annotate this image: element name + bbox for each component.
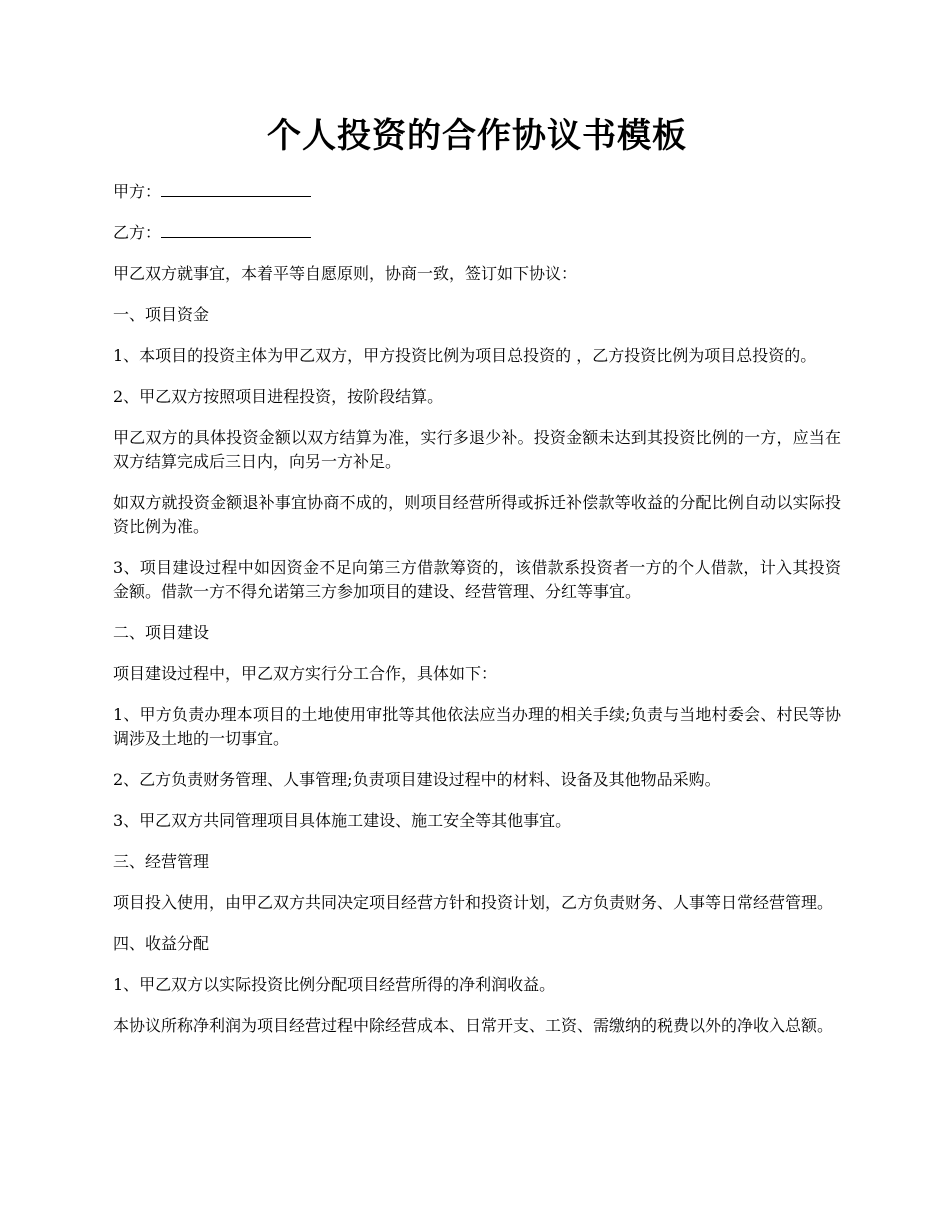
paragraph: 项目投入使用，由甲乙双方共同决定项目经营方针和投资计划，乙方负责财务、人事等日常经营管理。 [113,893,834,912]
party-b-blank [161,221,311,238]
paragraph: 1、甲方负责办理本项目的土地使用审批等其他依法应当办理的相关手续;负责与当地村委会、村民等协调涉及土地的一切事宜。 [113,705,841,748]
section-heading-construction: 二、项目建设 [113,623,210,642]
party-a-blank [161,180,311,197]
section-heading-funds: 一、项目资金 [113,305,210,324]
paragraph: 3、甲乙双方共同管理项目具体施工建设、施工安全等其他事宜。 [113,811,572,830]
party-b-label: 乙方： [113,223,162,242]
paragraph: 本协议所称净利润为项目经营过程中除经营成本、日常开支、工资、需缴纳的税费以外的净收入总额。 [113,1016,834,1035]
paragraph: 1、本项目的投资主体为甲乙双方，甲方投资比例为项目总投资的 ，乙方投资比例为项目总投资的。 [113,346,817,365]
paragraph: 如双方就投资金额退补事宜协商不成的，则项目经营所得或拆迁补偿款等收益的分配比例自动以实际投资比例为准。 [113,493,841,536]
party-b-line [113,221,841,245]
party-a-line [113,180,841,204]
document-page [113,0,841,1055]
document-body [113,180,841,1038]
intro-paragraph: 甲乙双方就事宜，本着平等自愿原则，协商一致，签订如下协议： [113,264,578,283]
section-heading-management: 三、经营管理 [113,852,210,871]
document-title: 个人投资的合作协议书模板 [267,116,687,156]
paragraph: 甲乙双方的具体投资金额以双方结算为准，实行多退少补。投资金额未达到其投资比例的一方，应当在双方结算完成后三日内，向另一方补足。 [113,428,841,471]
paragraph: 2、甲乙双方按照项目进程投资，按阶段结算。 [113,387,444,406]
section-heading-profit: 四、收益分配 [113,934,210,953]
paragraph: 项目建设过程中，甲乙双方实行分工合作，具体如下： [113,664,498,683]
party-a-label: 甲方： [113,182,162,201]
paragraph: 1、甲乙双方以实际投资比例分配项目经营所得的净利润收益。 [113,975,556,994]
paragraph: 3、项目建设过程中如因资金不足向第三方借款筹资的，该借款系投资者一方的个人借款，计入其投资金额。借款一方不得允诺第三方参加项目的建设、经营管理、分红等事宜。 [113,558,841,601]
paragraph: 2、乙方负责财务管理、人事管理;负责项目建设过程中的材料、设备及其他物品采购。 [113,770,721,789]
